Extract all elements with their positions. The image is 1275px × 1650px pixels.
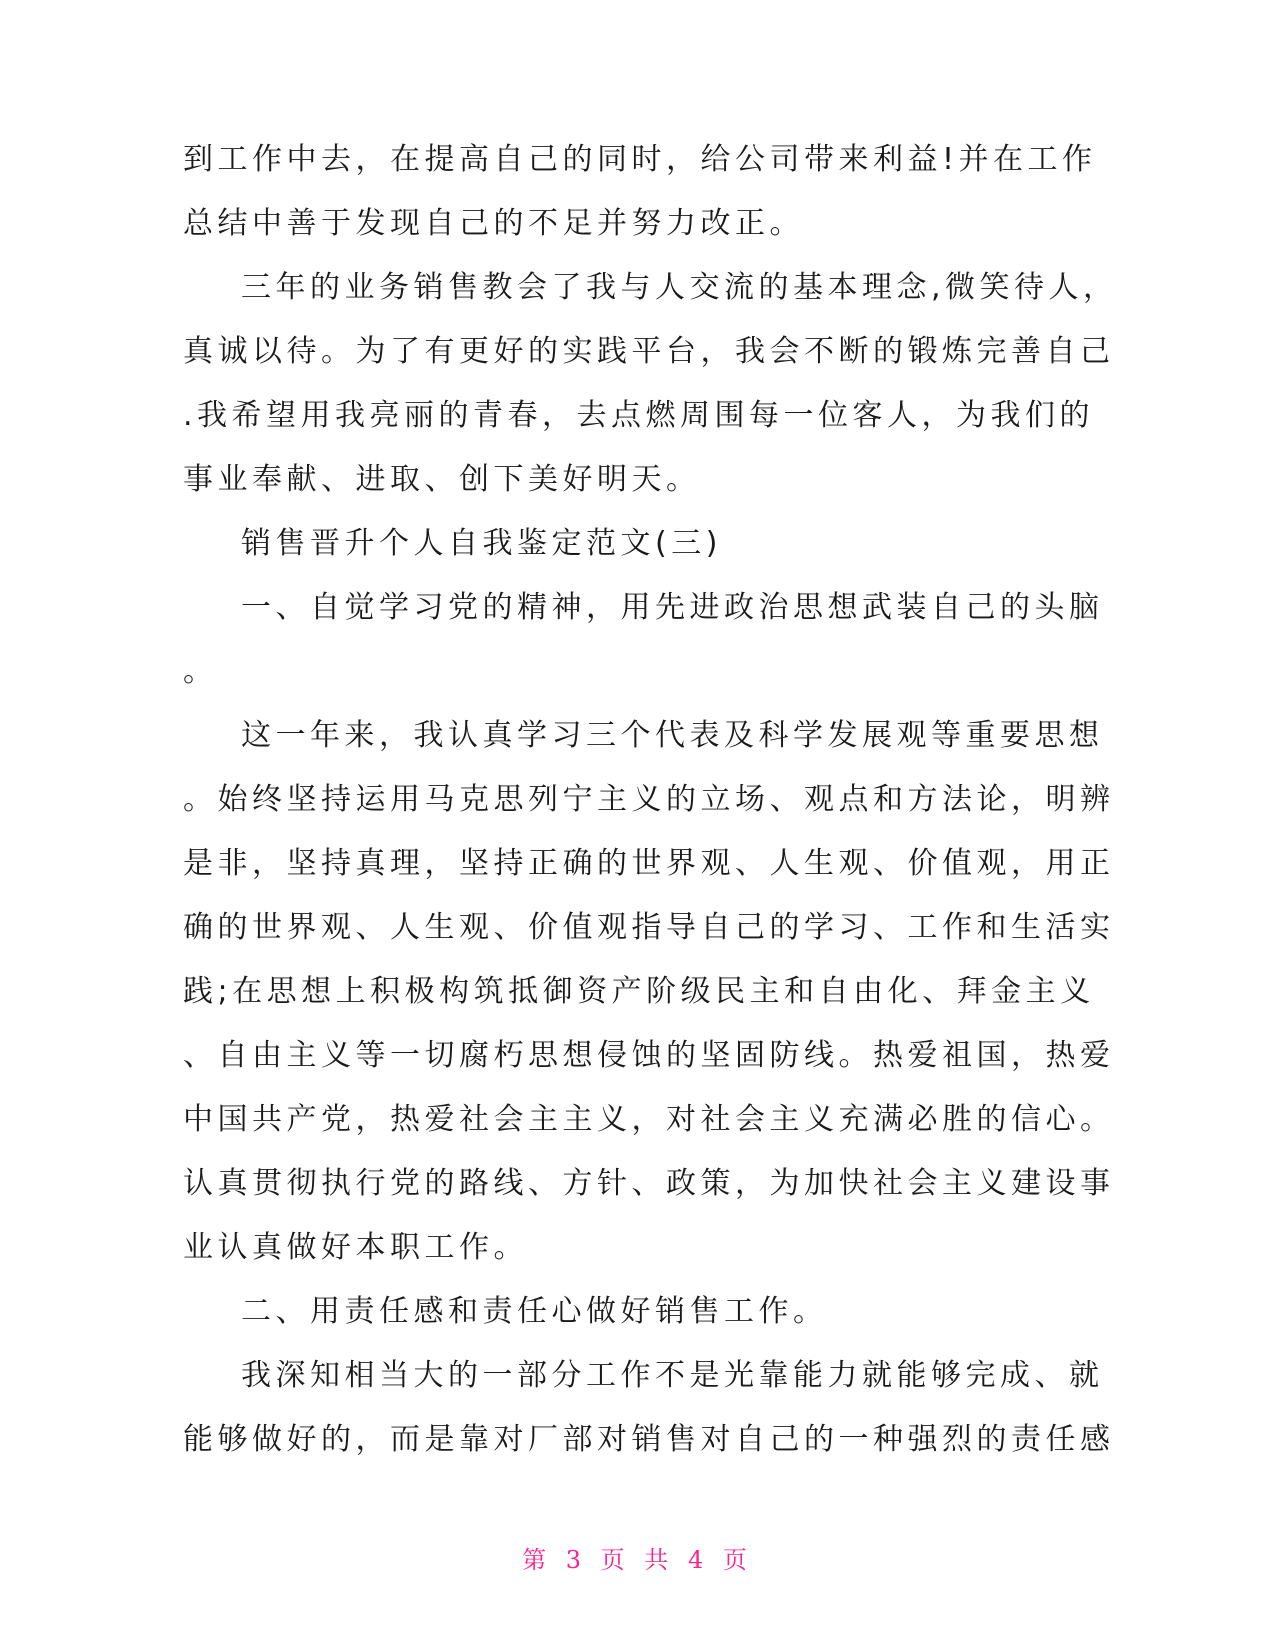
text-line: 能够做好的，而是靠对厂部对销售对自己的一种强烈的责任感 — [183, 1422, 1115, 1457]
page-number-footer: 第 3 页 共 4 页 — [522, 1546, 753, 1574]
text-line: 事业奉献、进取、创下美好明天。 — [183, 462, 701, 497]
text-line: 总结中善于发现自己的不足并努力改正。 — [183, 206, 804, 241]
text-line: 确的世界观、人生观、价值观指导自己的学习、工作和生活实 — [183, 910, 1115, 945]
paragraph-start-line: 三年的业务销售教会了我与人交流的基本理念,微笑待人， — [241, 270, 1118, 305]
text-line: 。 — [183, 654, 218, 689]
text-line: 业认真做好本职工作。 — [183, 1230, 528, 1265]
text-line: .我希望用我亮丽的青春，去点燃周围每一位客人，为我们的 — [183, 398, 1095, 433]
text-line: 认真贯彻执行党的路线、方针、政策，为加快社会主义建设事 — [183, 1166, 1115, 1201]
text-line: 中国共产党，热爱社会主主义，对社会主义充满必胜的信心。 — [183, 1102, 1115, 1137]
section-title: 销售晋升个人自我鉴定范文(三) — [241, 526, 722, 561]
text-line: 真诚以待。为了有更好的实践平台，我会不断的锻炼完善自己 — [183, 334, 1115, 369]
text-line: 践;在思想上积极构筑抵御资产阶级民主和自由化、拜金主义 — [183, 974, 1095, 1009]
paragraph-start-line: 我深知相当大的一部分工作不是光靠能力就能够完成、就 — [241, 1358, 1104, 1393]
text-line: 到工作中去，在提高自己的同时，给公司带来利益!并在工作 — [183, 142, 1097, 177]
section-heading-2: 二、用责任感和责任心做好销售工作。 — [241, 1294, 828, 1329]
text-line: 。始终坚持运用马克思列宁主义的立场、观点和方法论，明辨 — [183, 782, 1115, 817]
paragraph-start-line: 这一年来，我认真学习三个代表及科学发展观等重要思想 — [241, 718, 1104, 753]
text-line: 是非，坚持真理，坚持正确的世界观、人生观、价值观，用正 — [183, 846, 1115, 881]
section-heading-1: 一、自觉学习党的精神，用先进政治思想武装自己的头脑 — [241, 590, 1104, 625]
text-line: 、自由主义等一切腐朽思想侵蚀的坚固防线。热爱祖国，热爱 — [183, 1038, 1115, 1073]
